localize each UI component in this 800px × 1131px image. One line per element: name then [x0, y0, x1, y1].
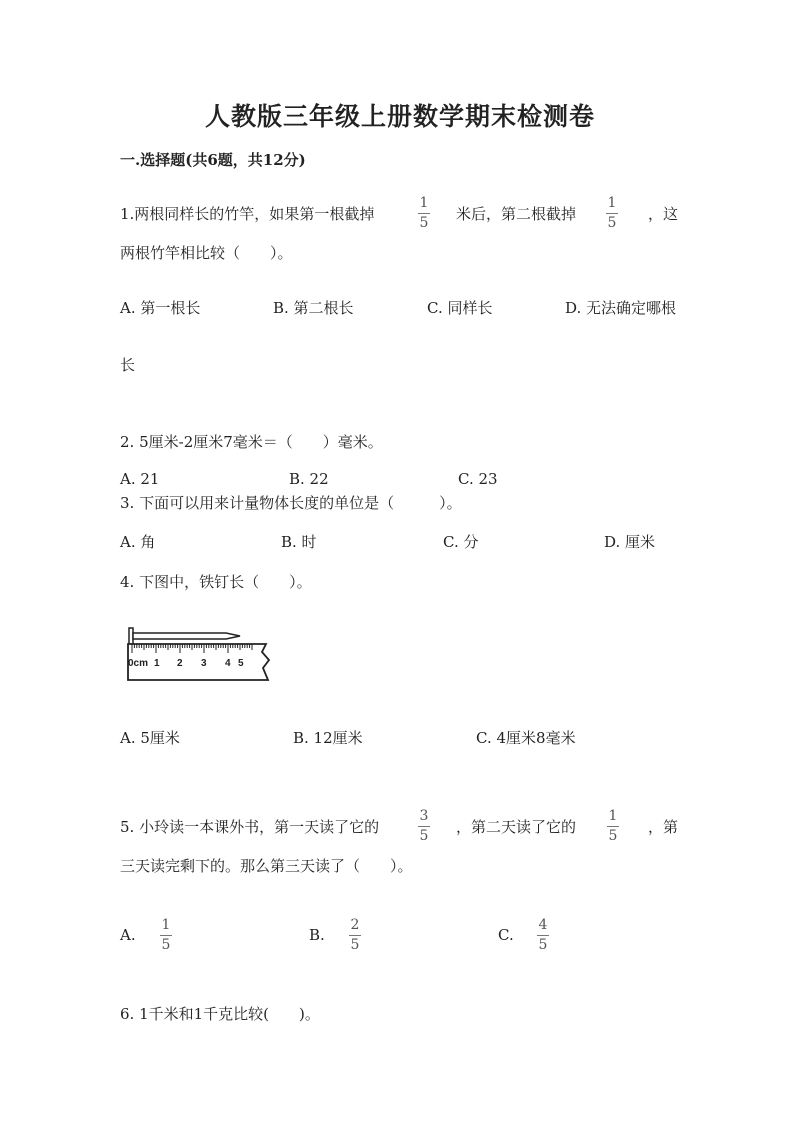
fraction-bar	[537, 935, 549, 936]
question-6-text: 6. 1千米和1千克比较( )。	[120, 1005, 320, 1023]
fraction-denominator: 5	[161, 937, 171, 953]
ruler	[128, 644, 269, 680]
question-2-option-c[interactable]: C. 23	[458, 470, 498, 488]
question-4-text: 4. 下图中，铁钉长（ ）。	[120, 573, 312, 591]
fraction-denominator: 5	[350, 937, 360, 953]
fraction-bar	[418, 826, 430, 827]
question-2-text: 2. 5厘米-2厘米7毫米＝（ ）毫米。	[120, 433, 383, 451]
ruler-label-1: 1	[154, 658, 160, 669]
question-3-option-d[interactable]: D. 厘米	[604, 533, 656, 551]
fraction-numerator: 1	[161, 917, 171, 933]
ruler-label-5: 5	[238, 658, 244, 669]
question-3-option-a[interactable]: A. 角	[120, 533, 156, 551]
question-5-option-a-fraction[interactable]	[160, 918, 172, 953]
fraction-numerator: 1	[419, 195, 429, 211]
page-title: 人教版三年级上册数学期末检测卷	[204, 102, 595, 131]
section-heading: 一.选择题(共6题，共12分)	[120, 151, 306, 169]
question-5-option-c-label[interactable]: C.	[498, 926, 514, 944]
question-5-text-part1: 5. 小玲读一本课外书，第一天读了它的	[120, 818, 380, 836]
fraction-bar	[349, 935, 361, 936]
ruler-label-2: 2	[177, 658, 183, 669]
question-1-option-a[interactable]: A. 第一根长	[120, 299, 201, 317]
question-1-fraction-1	[418, 196, 430, 231]
question-1-fraction-2	[606, 196, 618, 231]
fraction-bar	[160, 935, 172, 936]
question-1-option-d-wrap: 长	[120, 356, 136, 374]
fraction-numerator: 4	[538, 917, 548, 933]
question-1-text-line2: 两根竹竿相比较（ ）。	[120, 244, 293, 262]
question-1-text-part2: 米后，第二根截掉	[456, 205, 577, 223]
question-4-option-b[interactable]: B. 12厘米	[293, 729, 363, 747]
ruler-label-3: 3	[201, 658, 207, 669]
question-1-option-c[interactable]: C. 同样长	[427, 299, 493, 317]
question-5-option-c-fraction[interactable]	[537, 918, 549, 953]
fraction-denominator: 5	[419, 215, 429, 231]
fraction-numerator: 2	[350, 917, 360, 933]
fraction-denominator: 5	[607, 215, 617, 231]
fraction-denominator: 5	[419, 828, 429, 844]
question-1-text-part1: 1.两根同样长的竹竿，如果第一根截掉	[120, 205, 375, 223]
fraction-bar	[607, 826, 619, 827]
question-5-option-a-label[interactable]: A.	[120, 926, 136, 944]
question-2-option-b[interactable]: B. 22	[289, 470, 329, 488]
fraction-numerator: 1	[607, 195, 617, 211]
ruler-label-4: 4	[225, 658, 231, 669]
question-5-option-b-fraction[interactable]	[349, 918, 361, 953]
ruler-label-0: 0cm	[128, 658, 149, 669]
fraction-bar	[418, 213, 430, 214]
question-3-option-c[interactable]: C. 分	[443, 533, 479, 551]
question-1-option-b[interactable]: B. 第二根长	[273, 299, 354, 317]
question-1-text-part3: ，这	[648, 205, 679, 223]
question-3-text: 3. 下面可以用来计量物体长度的单位是（ ）。	[120, 494, 462, 512]
question-2-option-a[interactable]: A. 21	[120, 470, 160, 488]
question-5-fraction-2	[607, 809, 619, 844]
fraction-bar	[606, 213, 618, 214]
question-1-option-d[interactable]: D. 无法确定哪根	[565, 299, 677, 317]
nail-icon	[129, 628, 240, 644]
fraction-denominator: 5	[608, 828, 618, 844]
fraction-numerator: 3	[419, 808, 429, 824]
question-4-option-c[interactable]: C. 4厘米8毫米	[476, 729, 576, 747]
question-5-text-line2: 三天读完剩下的。那么第三天读了（ ）。	[120, 857, 413, 875]
question-5-text-part3: ，第	[648, 818, 679, 836]
question-4-option-a[interactable]: A. 5厘米	[120, 729, 180, 747]
question-5-option-b-label[interactable]: B.	[309, 926, 325, 944]
nail-ruler-figure	[124, 626, 276, 686]
question-5-fraction-1	[418, 809, 430, 844]
fraction-denominator: 5	[538, 937, 548, 953]
question-5-text-part2: ，第二天读了它的	[456, 818, 577, 836]
question-3-option-b[interactable]: B. 时	[281, 533, 317, 551]
fraction-numerator: 1	[608, 808, 618, 824]
